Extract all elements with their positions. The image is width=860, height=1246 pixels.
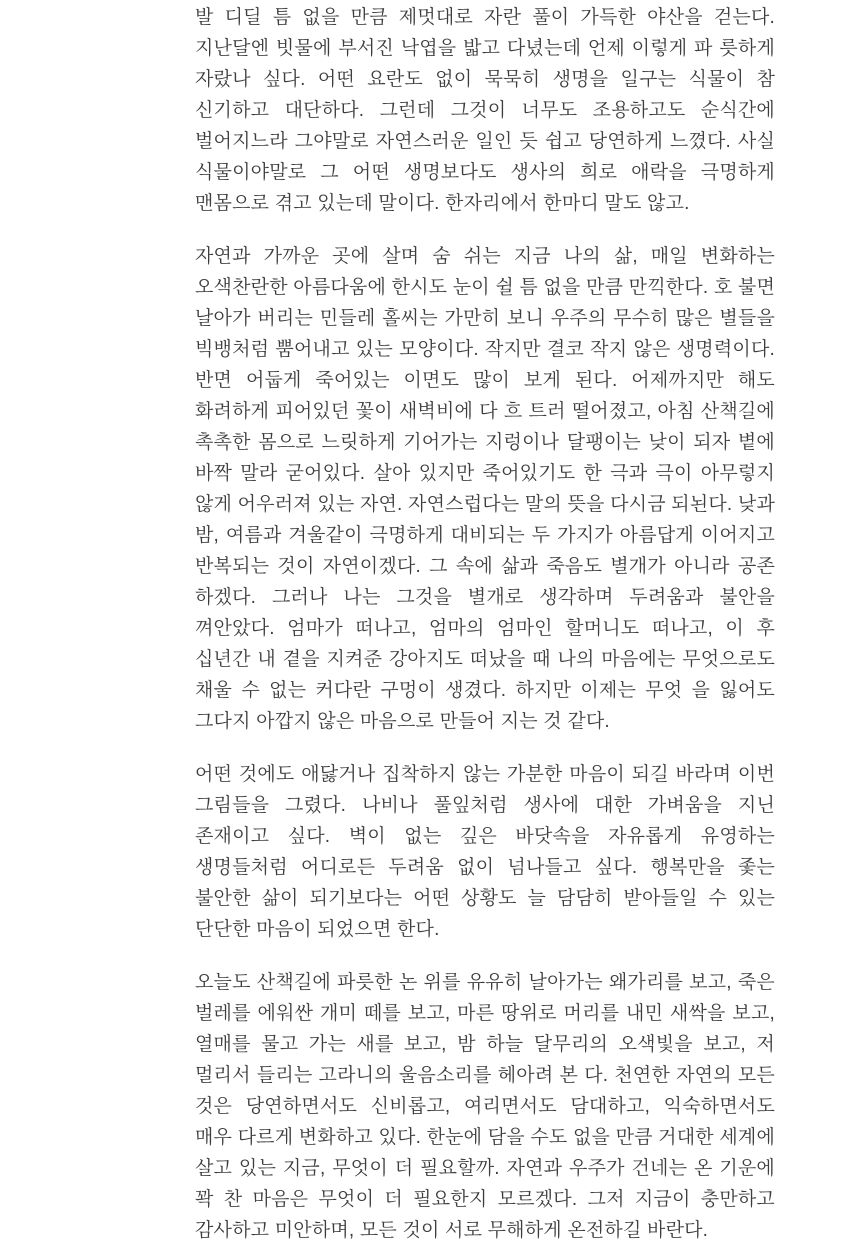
- paragraph-1: 발 디딜 틈 없을 만큼 제멋대로 자란 풀이 가득한 야산을 걷는다. 지난달엔 빗물에 부서진 낙엽을 밟고 다녔는데 언제 이렇게 파 릇하게 자랐나 싶다. 어떤 요란도 없이 묵묵히 생명을 일구는 식물이 참 신기하고 대단하다. 그런데 그것이 너무도 조용하고도 순식간에 벌어지느라 그야말로 자연스러운 일인 듯 쉽고 당연하게 느꼈다. 사실 식물이야말로 그 어떤 생명보다도 생사의 희로 애락을 극명하게 맨몸으로 겪고 있는데 말이다. 한자리에서 한마디 말도 않고.: [195, 7, 775, 214]
- paragraph-2: 자연과 가까운 곳에 살며 숨 쉬는 지금 나의 삶, 매일 변화하는 오색찬란한 아름다움에 한시도 눈이 쉴 틈 없을 만큼 만끽한다. 호 불면 날아가 버리는 민들레 홀씨는 가만히 보니 우주의 무수히 많은 별들을 빅뱅처럼 뿜어내고 있는 모양이다. 작지만 결코 작지 않은 생명력이다. 반면 어둡게 죽어있는 이면도 많이 보게 된다. 어제까지만 해도 화려하게 피어있던 꽃이 새벽비에 다 흐 트러 떨어졌고, 아침 산책길에 촉촉한 몸으로 느릿하게 기어가는 지렁이나 달팽이는 낮이 되자 볕에 바짝 말라 굳어있다. 살아 있지만 죽어있기도 한 극과 극이 아무렇지 않게 어우러져 있는 자연. 자연스럽다는 말의 뜻을 다시금 되뇐다. 낮과 밤, 여름과 겨울같이 극명하게 대비되는 두 가지가 아름답게 이어지고 반복되는 것이 자연이겠다. 그 속에 삶과 죽음도 별개가 아니라 공존 하겠다. 그러나 나는 그것을 별개로 생각하며 두려움과 불안을 껴안았다. 엄마가 떠나고, 엄마의 엄마인 할머니도 떠나고, 이 후 십년간 내 곁을 지켜준 강아지도 떠났을 때 나의 마음에는 무엇으로도 채울 수 없는 커다란 구멍이 생겼다. 하지만 이제는 무엇 을 잃어도 그다지 아깝지 않은 마음으로 만들어 지는 것 같다.: [195, 246, 775, 732]
- paragraph-4: 오늘도 산책길에 파릇한 논 위를 유유히 날아가는 왜가리를 보고, 죽은 벌레를 에워싼 개미 떼를 보고, 마른 땅위로 머리를 내민 새싹을 보고, 열매를 물고 가는 새를 보고, 밤 하늘 달무리의 오색빛을 보고, 저 멀리서 들리는 고라니의 울음소리를 헤아려 본 다. 천연한 자연의 모든 것은 당연하면서도 신비롭고, 여리면서도 담대하고, 익숙하면서도 매우 다르게 변화하고 있다. 한눈에 담을 수도 없을 만큼 거대한 세계에 살고 있는 지금, 무엇이 더 필요할까. 자연과 우주가 건네는 온 기운에 꽉 찬 마음은 무엇이 더 필요한지 모르겠다. 그저 지금이 충만하고 감사하고 미안하며, 모든 것이 서로 무해하게 온전하길 바란다.: [195, 972, 775, 1241]
- paragraph-3: 어떤 것에도 애닳거나 집착하지 않는 가분한 마음이 되길 바라며 이번 그림들을 그렸다. 나비나 풀잎처럼 생사에 대한 가벼움을 지닌 존재이고 싶다. 벽이 없는 깊은 바닷속을 자유롭게 유영하는 생명들처럼 어디로든 두려움 없이 넘나들고 싶다. 행복만을 좇는 불안한 삶이 되기보다는 어떤 상황도 늘 담담히 받아들일 수 있는 단단한 마음이 되었으면 한다.: [195, 764, 775, 940]
